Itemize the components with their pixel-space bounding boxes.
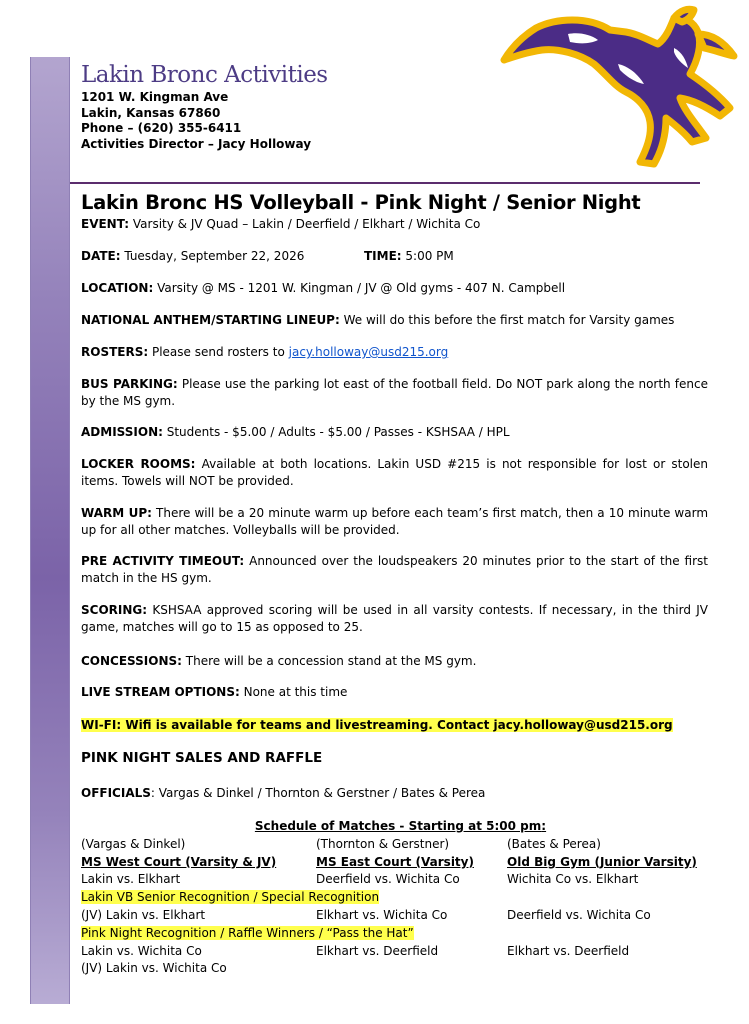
match-cell: (JV) Lakin vs. Elkhart — [81, 907, 206, 922]
match-cell: Wichita Co vs. Elkhart — [507, 872, 639, 887]
schedule-row — [81, 960, 708, 978]
warm-up-value: There will be a 20 minute warm up before each team’s first match, then a 10 minute warm up for all other matches. Volleyballs will be provided. — [81, 506, 709, 537]
officials-value: : Vargas & Dinkel / Thornton & Gerstner / Bates & Perea — [150, 786, 486, 800]
match-cell: (JV) Lakin vs. Wichita Co — [81, 961, 227, 976]
scoring-line — [81, 602, 708, 636]
live-stream-label: LIVE STREAM OPTIONS: — [81, 685, 240, 699]
match-cell: Elkhart vs. Wichita Co — [316, 907, 448, 922]
date-value: Tuesday, September 22, 2026 — [120, 249, 305, 263]
scoring-label: SCORING: — [81, 603, 148, 617]
header-divider — [70, 182, 700, 184]
concessions-line — [81, 653, 708, 670]
pre-activity-label: PRE ACTIVITY TIMEOUT: — [81, 554, 245, 568]
event-line — [81, 216, 708, 233]
rosters-email-link[interactable]: jacy.holloway@usd215.org — [288, 345, 449, 359]
date-time-line — [81, 248, 708, 265]
pre-activity-value: Announced over the loudspeakers 20 minutes prior to the start of the first match in the HS gym. — [81, 554, 708, 585]
schedule-title: Schedule of Matches - Starting at 5:00 pm: — [254, 819, 547, 833]
schedule-of-matches — [81, 818, 708, 978]
officials-label: OFFICIALS — [81, 786, 151, 800]
time-value: 5:00 PM — [401, 249, 454, 263]
director-line: Activities Director – Jacy Holloway — [81, 136, 312, 151]
anthem-label: NATIONAL ANTHEM/STARTING LINEUP: — [81, 313, 340, 327]
pink-night-recognition-text: Pink Night Recognition / Raffle Winners / “Pass the Hat” — [81, 925, 414, 940]
match-cell: Deerfield vs. Wichita Co — [316, 872, 460, 887]
official-crew-east: (Thornton & Gerstner) — [316, 836, 450, 851]
warm-up-label: WARM UP: — [81, 506, 152, 520]
schedule-row — [81, 943, 708, 961]
court-header-oldgym: Old Big Gym (Junior Varsity) — [507, 854, 697, 869]
schedule-row — [81, 907, 708, 925]
rosters-line — [81, 344, 708, 361]
official-crew-west: (Vargas & Dinkel) — [81, 836, 186, 851]
event-details — [81, 190, 709, 976]
match-cell: Lakin vs. Elkhart — [81, 872, 181, 887]
schedule-row — [81, 871, 708, 889]
letterhead — [81, 60, 328, 152]
bus-parking-value: Please use the parking lot east of the football field. Do NOT park along the north fence by the MS gym. — [81, 377, 708, 408]
address-line-1: 1201 W. Kingman Ave — [81, 90, 229, 104]
wifi-value: Wifi is available for teams and livestreaming. Contact jacy.holloway@usd215.org — [121, 718, 673, 732]
location-label: LOCATION: — [81, 281, 154, 295]
bucking-bronco-logo-icon — [498, 4, 744, 176]
pink-night-heading: PINK NIGHT SALES AND RAFFLE — [81, 750, 323, 766]
court-header-west: MS West Court (Varsity & JV) — [81, 854, 277, 869]
address-line-2: Lakin, Kansas 67860 — [81, 105, 221, 120]
official-crew-oldgym: (Bates & Perea) — [507, 836, 601, 851]
admission-value: Students - $5.00 / Adults - $5.00 / Passes - KSHSAA / HPL — [162, 425, 510, 439]
anthem-value: We will do this before the first match for Varsity games — [339, 313, 675, 327]
schedule-court-headers — [81, 854, 708, 872]
wifi-label: WI-FI: — [81, 718, 122, 732]
officials-line — [81, 785, 708, 802]
bus-parking-label: BUS PARKING: — [81, 377, 178, 391]
live-stream-value: None at this time — [239, 685, 348, 699]
rosters-label: ROSTERS: — [81, 345, 149, 359]
rosters-value: Please send rosters to — [148, 345, 289, 359]
locker-rooms-value: Available at both locations. Lakin USD #215 is not responsible for lost or stolen items. Towels will NOT be provided. — [81, 457, 708, 488]
bus-parking-line — [81, 376, 708, 410]
wifi-line — [81, 717, 708, 734]
senior-recognition-text: Lakin VB Senior Recognition / Special Recognition — [81, 890, 380, 905]
event-title: Lakin Bronc HS Volleyball - Pink Night / Senior Night — [81, 191, 641, 214]
admission-line — [81, 424, 708, 441]
concessions-value: There will be a concession stand at the MS gym. — [181, 654, 477, 668]
warm-up-line — [81, 505, 708, 539]
scoring-value: KSHSAA approved scoring will be used in all varsity contests. If necessary, in the third JV game, matches will go to 15 as opposed to 25. — [81, 603, 708, 634]
event-value: Varsity & JV Quad – Lakin / Deerfield / Elkhart / Wichita Co — [129, 217, 481, 231]
phone-line: Phone – (620) 355-6411 — [81, 121, 242, 135]
match-cell: Elkhart vs. Deerfield — [507, 943, 630, 958]
org-title: Lakin Bronc Activities — [81, 62, 328, 88]
locker-rooms-line — [81, 456, 708, 490]
schedule-officials-row — [81, 836, 708, 854]
location-line — [81, 280, 708, 297]
admission-label: ADMISSION: — [81, 425, 163, 439]
live-stream-line — [81, 684, 708, 701]
court-header-east: MS East Court (Varsity) — [316, 854, 474, 869]
location-value: Varsity @ MS - 1201 W. Kingman / JV @ Old gyms - 407 N. Campbell — [153, 281, 566, 295]
anthem-line — [81, 312, 708, 329]
recognition-row — [81, 925, 708, 943]
match-cell: Elkhart vs. Deerfield — [316, 943, 439, 958]
date-label: DATE: — [81, 249, 121, 263]
concessions-label: CONCESSIONS: — [81, 654, 182, 668]
match-cell: Deerfield vs. Wichita Co — [507, 907, 651, 922]
recognition-row — [81, 889, 708, 907]
locker-rooms-label: LOCKER ROOMS: — [81, 457, 196, 471]
pre-activity-line — [81, 553, 708, 587]
sidebar-bar — [30, 57, 70, 1004]
event-label: EVENT: — [81, 217, 130, 231]
time-label: TIME: — [364, 249, 402, 263]
match-cell: Lakin vs. Wichita Co — [81, 943, 202, 958]
